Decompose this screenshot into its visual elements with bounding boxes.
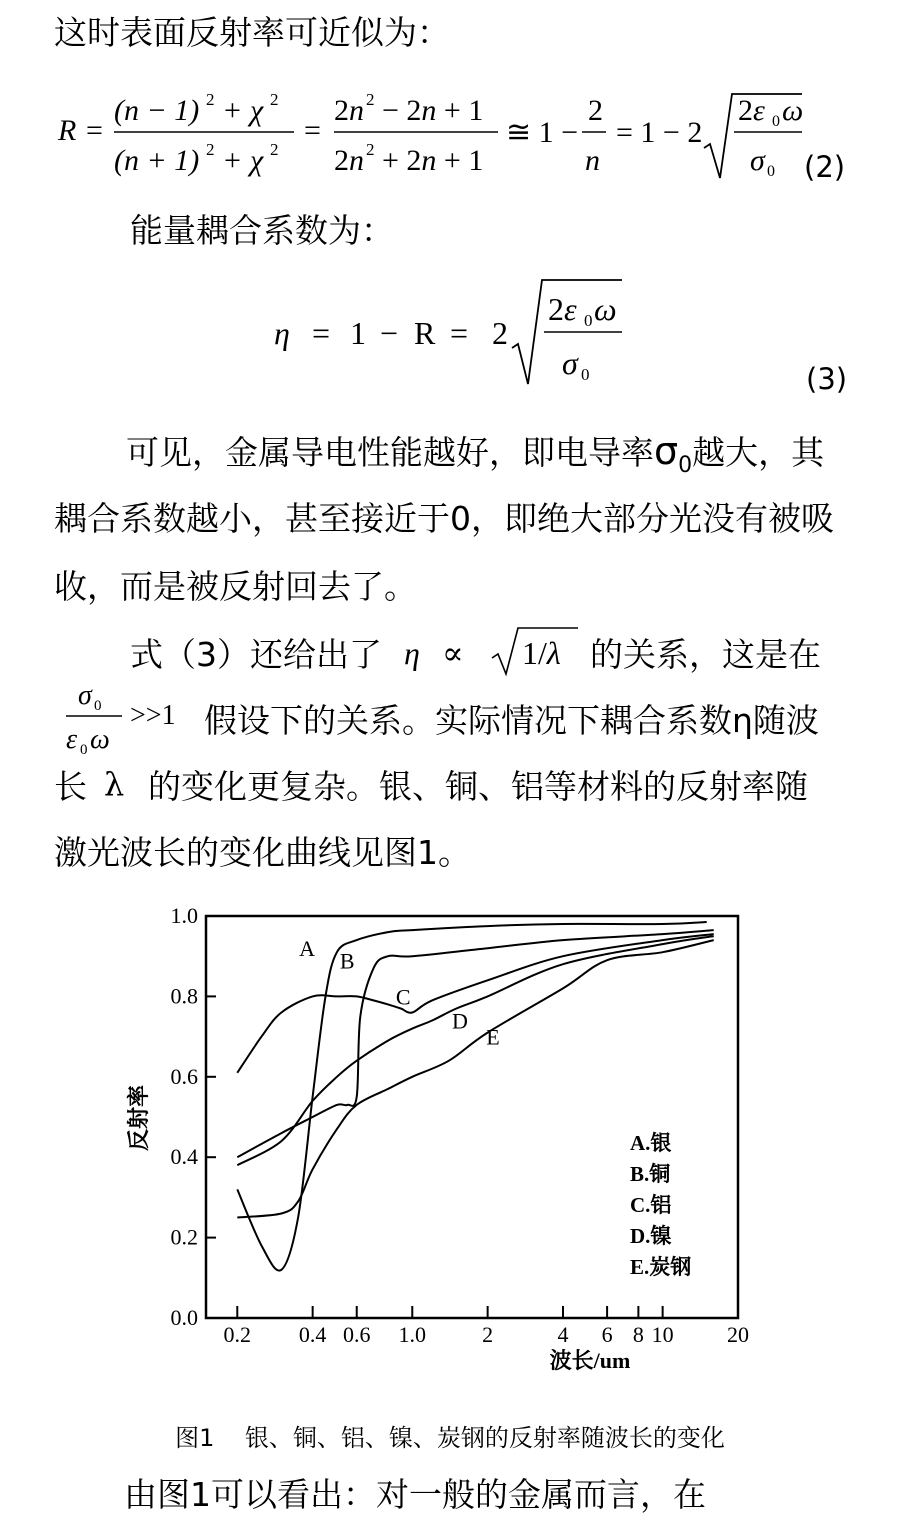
svg-text:=: = bbox=[304, 114, 321, 147]
y-tick-label: 0.0 bbox=[170, 1305, 198, 1330]
svg-text:− 2n + 1: − 2n + 1 bbox=[382, 94, 484, 127]
curve-A bbox=[237, 922, 706, 1271]
text-figure-ref: 激光波长的变化曲线见图1。 bbox=[54, 833, 471, 872]
svg-text:ω: ω bbox=[90, 724, 110, 755]
svg-text:n: n bbox=[585, 144, 600, 177]
svg-text:χ: χ bbox=[250, 94, 264, 127]
svg-text:σ: σ bbox=[78, 680, 92, 711]
y-tick-label: 0.6 bbox=[170, 1063, 198, 1089]
x-tick-label: 4 bbox=[557, 1322, 569, 1347]
svg-text:R: R bbox=[58, 114, 77, 147]
svg-text:= 1 − 2: = 1 − 2 bbox=[616, 116, 703, 149]
equation-2-number: (2) bbox=[804, 150, 846, 184]
svg-text:2: 2 bbox=[206, 90, 215, 109]
svg-text:R: R bbox=[414, 315, 436, 351]
figure-caption: 图1 银、铜、铝、镍、炭钢的反射率随波长的变化 bbox=[175, 1424, 725, 1452]
svg-text:+: + bbox=[224, 94, 241, 127]
text-conductivity-line1 bbox=[126, 429, 825, 478]
text-conductivity-b: 越大，其 bbox=[692, 433, 825, 472]
svg-text:2: 2 bbox=[588, 94, 603, 127]
svg-text:2ε: 2ε bbox=[548, 291, 577, 327]
svg-text:2: 2 bbox=[492, 315, 508, 351]
assumption-formula bbox=[60, 678, 200, 758]
lambda-symbol: λ bbox=[104, 765, 125, 803]
y-tick-label: 1.0 bbox=[170, 903, 198, 928]
x-axis-label: 波长/um bbox=[549, 1348, 631, 1373]
text-conductivity-line3: 收，而是被反射回去了。 bbox=[54, 567, 417, 606]
svg-text:∝: ∝ bbox=[442, 635, 464, 671]
svg-text:=: = bbox=[312, 315, 331, 351]
svg-text:(n + 1): (n + 1) bbox=[114, 144, 200, 177]
proportional-formula bbox=[400, 622, 580, 678]
x-tick-label: 0.6 bbox=[342, 1322, 371, 1347]
svg-text:η: η bbox=[274, 315, 290, 351]
svg-text:0: 0 bbox=[584, 311, 593, 330]
svg-text:σ: σ bbox=[562, 345, 578, 381]
curve-label-B: B bbox=[339, 948, 355, 974]
y-tick-label: 0.4 bbox=[170, 1144, 198, 1170]
text-conductivity-a: 可见，金属导电性能越好，即电导率 bbox=[126, 433, 654, 472]
legend-entry: B.铜 bbox=[630, 1162, 671, 1186]
svg-text:σ: σ bbox=[750, 144, 765, 177]
equation-3 bbox=[270, 276, 630, 396]
svg-text:>>1: >>1 bbox=[130, 700, 176, 731]
svg-text:1: 1 bbox=[350, 315, 366, 351]
text-conclusion: 由图1可以看出：对一般的金属而言，在 bbox=[124, 1475, 706, 1514]
text-formula-line1-a: 式（3）还给出了 bbox=[130, 635, 382, 674]
legend-entry: D.镍 bbox=[630, 1224, 672, 1248]
svg-text:2: 2 bbox=[270, 140, 279, 159]
x-tick-label: 0.4 bbox=[298, 1322, 327, 1347]
x-tick-label: 1.0 bbox=[398, 1322, 427, 1347]
legend-entry: A.银 bbox=[630, 1131, 672, 1155]
svg-text:2: 2 bbox=[206, 140, 215, 159]
svg-text:0: 0 bbox=[94, 698, 102, 714]
svg-text:χ: χ bbox=[250, 144, 264, 177]
text-assumption-line2: 假设下的关系。实际情况下耦合系数η随波 bbox=[204, 701, 819, 740]
curve-label-C: C bbox=[395, 984, 411, 1010]
curve-label-D: D bbox=[451, 1008, 468, 1034]
x-tick-label: 6 bbox=[601, 1322, 613, 1347]
svg-text:0: 0 bbox=[772, 113, 780, 130]
y-tick-label: 0.8 bbox=[170, 983, 198, 1009]
svg-text:(n − 1): (n − 1) bbox=[114, 94, 200, 127]
svg-text:=: = bbox=[450, 315, 469, 351]
x-tick-label: 20 bbox=[727, 1322, 749, 1347]
svg-text:ω: ω bbox=[594, 291, 617, 327]
svg-text:1/λ: 1/λ bbox=[522, 635, 561, 671]
sigma-symbol: σ bbox=[654, 429, 679, 473]
svg-text:2n: 2n bbox=[334, 144, 364, 177]
curve-label-A: A bbox=[299, 936, 316, 962]
svg-text:2ε: 2ε bbox=[738, 94, 765, 127]
svg-text:ω: ω bbox=[782, 94, 804, 127]
svg-text:ε: ε bbox=[66, 724, 78, 755]
x-tick-label: 10 bbox=[651, 1322, 674, 1347]
equation-3-number: (3) bbox=[806, 362, 848, 396]
text-coupling-intro: 能量耦合系数为： bbox=[130, 211, 394, 250]
y-axis-label: 反射率 bbox=[126, 1084, 151, 1152]
sigma-subscript: 0 bbox=[678, 453, 693, 478]
svg-text:0: 0 bbox=[581, 365, 590, 384]
svg-text:≅ 1 −: ≅ 1 − bbox=[506, 116, 579, 149]
reflectance-chart bbox=[100, 890, 900, 1390]
curve-label-E: E bbox=[486, 1024, 500, 1050]
equation-2 bbox=[54, 90, 844, 190]
svg-text:+: + bbox=[224, 144, 241, 177]
legend-entry: E.炭钢 bbox=[630, 1255, 692, 1279]
x-tick-label: 8 bbox=[632, 1322, 644, 1347]
text-conductivity-line2: 耦合系数越小，甚至接近于0，即绝大部分光没有被吸 bbox=[54, 499, 834, 538]
text-wavelength-line3-a: 长 bbox=[54, 767, 87, 806]
svg-text:2: 2 bbox=[270, 90, 279, 109]
y-tick-label: 0.2 bbox=[170, 1224, 198, 1250]
x-tick-label: 2 bbox=[482, 1322, 494, 1347]
svg-text:2: 2 bbox=[366, 90, 375, 109]
text-formula-line1-b: 的关系，这是在 bbox=[590, 635, 821, 674]
x-tick-label: 0.2 bbox=[223, 1322, 252, 1347]
svg-text:−: − bbox=[380, 315, 399, 351]
svg-text:0: 0 bbox=[80, 742, 88, 758]
svg-text:0: 0 bbox=[767, 163, 775, 180]
svg-text:2n: 2n bbox=[334, 94, 364, 127]
svg-text:+ 2n + 1: + 2n + 1 bbox=[382, 144, 484, 177]
svg-text:2: 2 bbox=[366, 140, 375, 159]
legend-entry: C.铝 bbox=[630, 1193, 672, 1217]
text-wavelength-line3-b: 的变化更复杂。银、铜、铝等材料的反射率随 bbox=[148, 767, 808, 806]
svg-text:η: η bbox=[404, 635, 420, 671]
svg-text:=: = bbox=[86, 114, 103, 147]
text-reflectance-intro: 这时表面反射率可近似为： bbox=[54, 13, 450, 52]
